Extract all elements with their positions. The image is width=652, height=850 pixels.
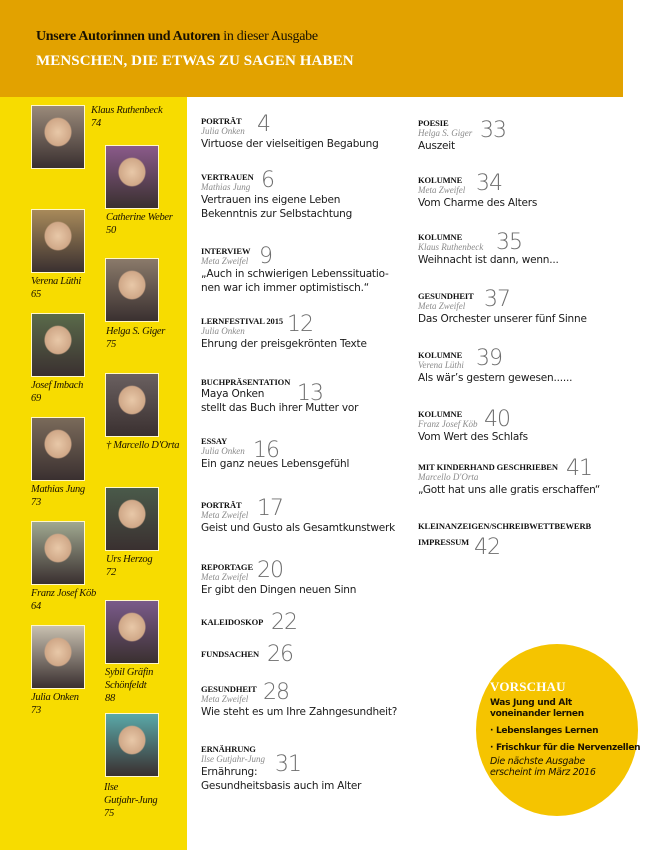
- toc-category: VERTRAUEN: [201, 172, 254, 182]
- toc-author: Julia Onken: [201, 326, 245, 336]
- author-name: Julia Onken: [31, 692, 79, 703]
- toc-page-number: 40: [484, 407, 510, 432]
- toc-page-number: 34: [476, 171, 502, 196]
- toc-page-number: 6: [261, 168, 274, 193]
- toc-category: INTERVIEW: [201, 246, 251, 256]
- toc-title: Gesundheitsbasis auch im Alter: [201, 780, 362, 792]
- toc-author: Helga S. Giger: [418, 128, 473, 138]
- preview-lead-1: Was Jung und Alt: [490, 698, 572, 708]
- toc-entry[interactable]: [418, 409, 528, 444]
- page-title: MENSCHEN, DIE ETWAS ZU SAGEN HABEN: [36, 53, 354, 69]
- toc-title: Virtuose der vielseitigen Begabung: [201, 138, 379, 150]
- author-age: 50: [106, 225, 116, 236]
- author-age: 88: [105, 693, 115, 704]
- toc-title: Vertrauen ins eigene Leben: [201, 194, 341, 206]
- toc-category: MIT KINDERHAND GESCHRIEBEN: [418, 462, 558, 472]
- author-photo: [31, 625, 85, 689]
- toc-page-number: 39: [476, 346, 502, 371]
- toc-author: Meta Zweifel: [201, 256, 249, 266]
- toc-page-number: 22: [271, 610, 297, 635]
- author-name: Catherine Weber: [106, 212, 173, 223]
- preview-note-2: erscheint im März 2016: [490, 767, 596, 778]
- author-photo: [31, 313, 85, 377]
- toc-category: BUCHPRÄSENTATION: [201, 377, 291, 387]
- author-name: Ilse: [104, 782, 118, 793]
- toc-category: LERNFESTIVAL 2015: [201, 316, 283, 326]
- author-photo: [105, 373, 159, 437]
- toc-page-number: 28: [263, 680, 289, 705]
- toc-author: Meta Zweifel: [418, 185, 466, 195]
- toc-page-number: 9: [259, 244, 272, 269]
- toc-author: Julia Onken: [201, 126, 245, 136]
- toc-title: Er gibt den Dingen neuen Sinn: [201, 584, 357, 596]
- toc-category: IMPRESSUM: [418, 537, 470, 547]
- author-photo: [105, 600, 159, 664]
- preview-lead-2: voneinander lernen: [490, 709, 584, 719]
- author-photo: [31, 209, 85, 273]
- author-photo: [31, 417, 85, 481]
- toc-entry[interactable]: [201, 112, 379, 151]
- author-name: Schönfeldt: [105, 680, 147, 691]
- toc-category: KOLUMNE: [418, 232, 463, 242]
- toc-title: Wie steht es um Ihre Zahngesundheit?: [201, 706, 398, 718]
- toc-entry[interactable]: [201, 744, 361, 793]
- author-age: 65: [31, 289, 41, 300]
- preview-bullet-1: · Lebenslanges Lernen: [490, 726, 599, 736]
- author-photo: [105, 145, 159, 209]
- toc-title: Bekenntnis zur Selbstachtung: [201, 208, 353, 220]
- toc-category: GESUNDHEIT: [201, 684, 257, 694]
- author-age: 72: [106, 567, 116, 578]
- toc-category: ERNÄHRUNG: [201, 744, 256, 754]
- toc-title: nen war ich immer optimistisch.“: [201, 282, 370, 294]
- toc-entry[interactable]: [201, 558, 357, 597]
- author-photo: [105, 258, 159, 322]
- toc-author: Julia Onken: [201, 446, 245, 456]
- toc-entry[interactable]: [201, 168, 353, 221]
- toc-page-number: 16: [253, 438, 279, 463]
- author-name: Gutjahr-Jung: [104, 795, 158, 806]
- toc-page-number: 37: [484, 287, 510, 312]
- toc-category: POESIE: [418, 118, 449, 128]
- author-age: 69: [31, 393, 41, 404]
- toc-entry[interactable]: [418, 287, 587, 326]
- toc-entry[interactable]: [201, 377, 358, 415]
- toc-page-number: 13: [297, 381, 323, 406]
- toc-title: Ein ganz neues Lebensgefühl: [201, 458, 350, 470]
- author-name: Mathias Jung: [31, 484, 85, 495]
- toc-author: Verena Lüthi: [418, 360, 464, 370]
- toc-entry[interactable]: [418, 171, 538, 210]
- toc-author: Meta Zweifel: [418, 301, 466, 311]
- toc-author: Ilse Gutjahr-Jung: [201, 754, 266, 764]
- toc-page-number: 12: [287, 312, 313, 337]
- author-name: Helga S. Giger: [106, 326, 166, 337]
- toc-page-number: 17: [257, 496, 283, 521]
- toc-entry[interactable]: [418, 535, 500, 560]
- preview-circle: [476, 644, 641, 816]
- page-header: [0, 0, 623, 97]
- author-photo: [31, 105, 85, 169]
- author-name: Verena Lüthi: [31, 276, 81, 287]
- toc-author: Mathias Jung: [201, 182, 251, 192]
- toc-title: Maya Onken: [201, 388, 265, 400]
- toc-page-number: 41: [566, 456, 592, 481]
- author-age: 75: [106, 339, 116, 350]
- toc-title: Weihnacht ist dann, wenn...: [418, 254, 559, 266]
- toc-category: FUNDSACHEN: [201, 649, 260, 659]
- toc-author: Meta Zweifel: [201, 572, 249, 582]
- toc-category: PORTRÄT: [201, 500, 242, 510]
- author-photo: [105, 487, 159, 551]
- toc-title: Ehrung der preisgekrönten Texte: [201, 338, 367, 350]
- toc-entry[interactable]: [418, 118, 506, 153]
- toc-entry[interactable]: [201, 436, 349, 471]
- toc-page-number: 31: [275, 752, 301, 777]
- toc-title: Ernährung:: [201, 766, 258, 778]
- toc-title: Vom Charme des Alters: [418, 197, 538, 209]
- author-age: 73: [31, 705, 41, 716]
- author-name: † Marcello D'Orta: [106, 440, 180, 451]
- toc-page-number: 26: [267, 642, 293, 667]
- toc-category: KOLUMNE: [418, 175, 463, 185]
- preview-note-1: Die nächste Ausgabe: [490, 756, 585, 767]
- header-kicker: [36, 29, 318, 45]
- toc-page-number: 35: [496, 230, 522, 255]
- author-age: 75: [104, 808, 114, 819]
- toc-category: KOLUMNE: [418, 409, 463, 419]
- toc-page-number: 20: [257, 558, 283, 583]
- toc-title: Das Orchester unserer fünf Sinne: [418, 313, 587, 325]
- author-photo: [31, 521, 85, 585]
- toc-entry[interactable]: [418, 456, 601, 497]
- toc-page-number: 42: [474, 535, 500, 560]
- toc-title: Als wär’s gestern gewesen......: [418, 372, 573, 384]
- author-name: Urs Herzog: [106, 554, 153, 565]
- author-name: Sybil Gräfin: [105, 667, 154, 678]
- kicker-rest: in dieser Ausgabe: [220, 29, 318, 44]
- toc-entry[interactable]: [201, 642, 293, 667]
- toc-category: GESUNDHEIT: [418, 291, 474, 301]
- toc-category: REPORTAGE: [201, 562, 254, 572]
- toc-entry[interactable]: [418, 232, 559, 267]
- toc-entry[interactable]: [201, 680, 398, 719]
- toc-author: Marcello D'Orta: [418, 472, 479, 482]
- author-age: 74: [91, 118, 101, 129]
- kicker-bold: Unsere Autorinnen und Autoren: [36, 29, 221, 44]
- toc-title: Geist und Gusto als Gesamtkunstwerk: [201, 522, 395, 534]
- toc-author: Meta Zweifel: [201, 510, 249, 520]
- author-photo: [105, 713, 159, 777]
- preview-bullet-2: · Frischkur für die Nervenzellen: [490, 743, 641, 753]
- author-name: Josef Imbach: [31, 380, 84, 391]
- toc-entry[interactable]: [201, 312, 367, 351]
- toc-entry[interactable]: [201, 610, 297, 635]
- toc-page-number: 33: [480, 118, 506, 143]
- toc-entry[interactable]: [201, 496, 395, 535]
- author-name: Franz Josef Köb: [31, 588, 96, 599]
- toc-author: Meta Zweifel: [201, 694, 249, 704]
- toc-entry[interactable]: [418, 346, 573, 385]
- author-age: 64: [31, 601, 41, 612]
- toc-title: „Gott hat uns alle gratis erschaffen“: [418, 484, 601, 496]
- toc-category: KOLUMNE: [418, 350, 463, 360]
- toc-title: Vom Wert des Schlafs: [418, 431, 528, 443]
- toc-author: Klaus Ruthenbeck: [418, 242, 484, 252]
- toc-category: KALEIDOSKOP: [201, 617, 264, 627]
- author-age: 73: [31, 497, 41, 508]
- toc-title: „Auch in schwierigen Lebenssituatio-: [201, 268, 389, 280]
- toc-page-number: 4: [257, 112, 270, 137]
- preview-heading: VORSCHAU: [490, 679, 566, 694]
- toc-title: stellt das Buch ihrer Mutter vor: [201, 402, 359, 414]
- toc-category: PORTRÄT: [201, 116, 242, 126]
- author-name: Klaus Ruthenbeck: [91, 105, 163, 116]
- toc-entry[interactable]: [201, 246, 389, 295]
- toc-entry[interactable]: [418, 521, 591, 531]
- toc-category: ESSAY: [201, 436, 228, 446]
- toc-category: KLEINANZEIGEN/SCHREIBWETTBEWERB: [418, 521, 592, 531]
- toc-author: Franz Josef Köb: [418, 419, 478, 429]
- toc-title: Auszeit: [418, 140, 455, 152]
